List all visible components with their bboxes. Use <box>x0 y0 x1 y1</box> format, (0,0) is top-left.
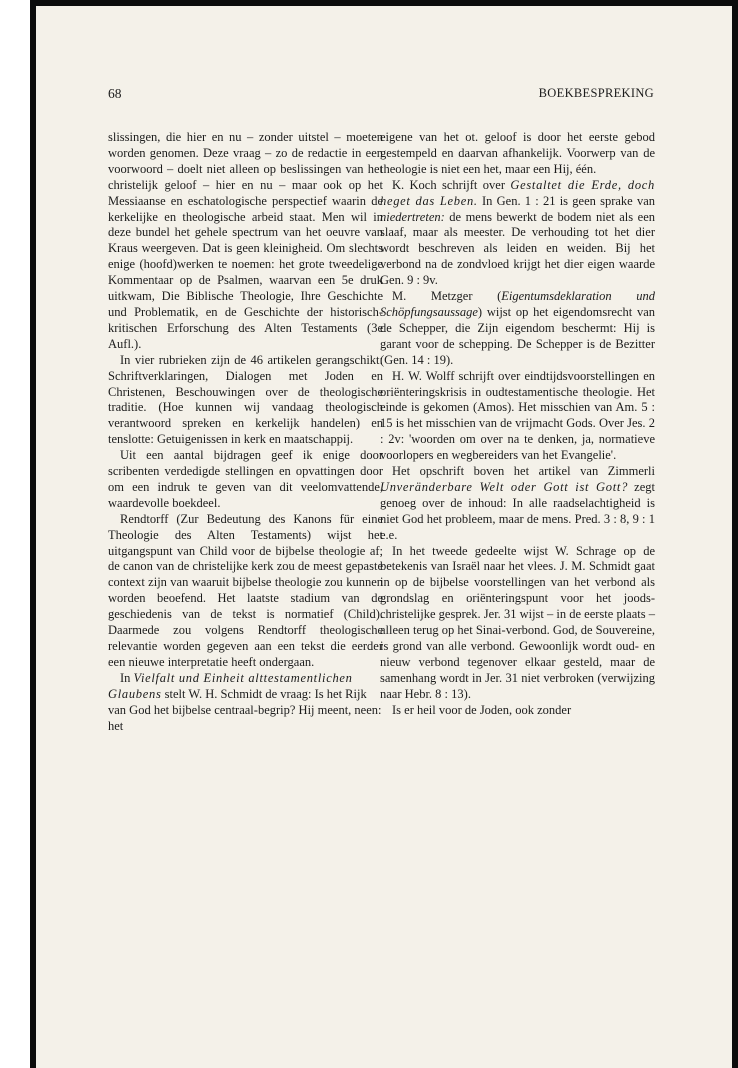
paragraph: In vier rubrieken zijn de 46 artikelen gerangschikt: Schriftverklaringen, Dialogen met Joden en Christenen, Beschouwingen over de theologische traditie. (Hoe kunnen wij vandaag theologisch verantwoord spreken en kerkelijk handelen) en tenslotte: Getuigenissen in kerk en maatschappij. <box>108 352 383 447</box>
scan-border-right <box>732 0 738 1068</box>
page-number: 68 <box>108 86 122 101</box>
paragraph: Het opschrift boven het artikel van Zimmerli Unveränderbare Welt oder Gott ist Gott? zegt genoeg over de inhoud: In alle raadselachtigheid is niet God het probleem, maar de mens. Pred. 3 : 8, 9 : 1 e.e. <box>380 464 655 542</box>
emphasized-word: niedertreten: <box>380 209 445 224</box>
running-title: BOEKBESPREKING <box>538 86 654 100</box>
page-header <box>108 86 654 106</box>
left-column <box>108 130 383 734</box>
paragraph: M. Metzger (Eigentumsdeklaration und Schöpfungsaussage) wijst op het eigendomsrecht van de Schepper, die Zijn eigendom beschermt: Hij is garant voor de schepping. De Schepper is de Bezitter (Gen. 14 : 19). <box>380 289 655 367</box>
article-title: Gestaltet die Erde, doch heget das Leben. <box>380 177 655 208</box>
article-title: Unveränderbare Welt oder Gott ist Gott? <box>380 479 629 494</box>
paragraph: eigene van het ot. geloof is door het eerste gebod gestempeld en daarvan afhankelijk. Voorwerp van de theologie is niet een het, maar een Hij, één. <box>380 130 655 176</box>
paragraph: In het tweede gedeelte wijst W. Schrage op de betekenis van Israël naar het vlees. J. M. Schmidt gaat in op de bijbelse voorstellingen van het verbond als grondslag en oriënteringspunt voor het joods-christelijke gesprek. Jer. 31 wijst – in de eerste plaats – alleen terug op het Sinai-verbond. God, de Souvereine, is grond van alle verbond. Gewoonlijk wordt oud- en nieuw verbond tegenover elkaar gesteld, maar de samenhang wordt in Jer. 31 niet verbroken (verwijzing naar Hebr. 8 : 13). <box>380 543 655 701</box>
article-title: Eigentumsdeklaration und Schöpfungsaussage <box>380 289 655 319</box>
paragraph: K. Koch schrijft over Gestaltet die Erde, doch heget das Leben. In Gen. 1 : 21 is geen sprake van niedertreten: de mens bewerkt de bodem niet als een slaaf, maar als meester. De verhouding tot het dier wordt beschreven als leiden en weiden. Bij het verbond na de zondvloed krijgt het dier eigen waarde Gen. 9 : 9v. <box>380 177 655 288</box>
paragraph: Rendtorff (Zur Bedeutung des Kanons für eine Theologie des Alten Testaments) wijst het uitgangspunt van Child voor de bijbelse theologie af; de canon van de christelijke kerk zou de meest gepaste context zijn van waaruit bijbelse theologie zou kunnen worden beoefend. Het laatste stadium van de geschiedenis van de tekst is normatief (Child). Daarmede zou volgens Rendtorff theologische relevantie worden gegeven aan een tekst die eerder een nieuwe interpretatie heeft ondergaan. <box>108 511 383 669</box>
paragraph: H. W. Wolff schrijft over eindtijdsvoorstellingen en oriënteringskrisis in oudtestamentische theologie. Het einde is gekomen (Amos). Het misschien van Am. 5 : 15 is het misschien van de vrijmacht Gods. Over Jes. 2 : 2v: 'woorden om over na te denken, ja, normatieve voorlopers en wegbereiders van het Evangelie'. <box>380 368 655 463</box>
book-title: Vielfalt und Einheit alttestamentlichen Glaubens <box>108 670 353 701</box>
paragraph: In Vielfalt und Einheit alttestamentlichen Glaubens stelt W. H. Schmidt de vraag: Is het Rijk van God het bijbelse centraal-begrip? Hij meent, neen: het <box>108 670 382 733</box>
right-column <box>380 130 655 719</box>
paragraph: slissingen, die hier en nu – zonder uitstel – moeten worden genomen. Deze vraag – zo de redactie in een voorwoord – doelt niet alleen op beslissingen van het christelijk geloof – hier en nu – maar ook op het Messiaanse en eschatologische perspectief waarin de kerkelijke en theologische arbeid staat. Men wil in deze bundel het gehele spectrum van het oeuvre van Kraus weergeven. Dat is geen kleinigheid. Om slechts enige (hoofd)werken te noemen: het grote tweedelige Kommentaar op de Psalmen, waarvan een 5e druk uitkwam, Die Biblische Theologie, Ihre Geschichte und Problematik, en de Geschichte der historisch-kritischen Erforschung des Alten Testaments (3e Aufl.). <box>108 130 383 351</box>
paragraph: Uit een aantal bijdragen geef ik enige door scribenten verdedigde stellingen en opvattingen door om een indruk te geven van dit veelomvattende, waardevolle boekdeel. <box>108 448 383 510</box>
paragraph: Is er heil voor de Joden, ook zonder <box>392 702 572 717</box>
